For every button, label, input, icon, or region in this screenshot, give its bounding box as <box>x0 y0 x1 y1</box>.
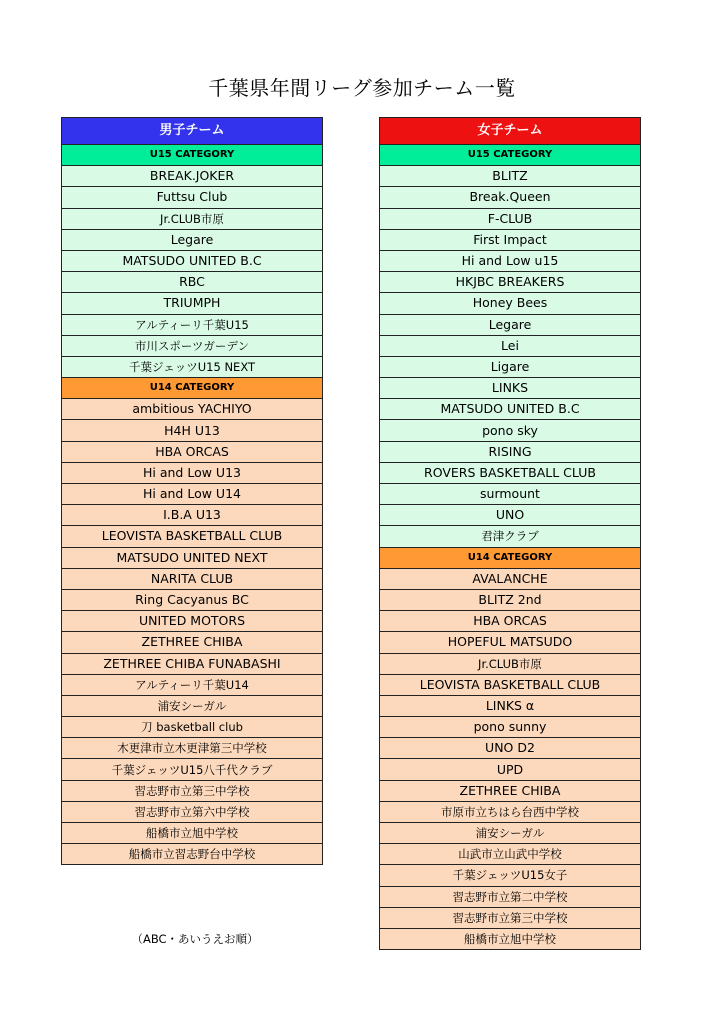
team-name-row <box>62 166 323 187</box>
team-name: Hi and Low U14 <box>62 484 323 505</box>
team-name: 浦安シーガル <box>380 823 641 844</box>
team-name: LINKS <box>380 378 641 399</box>
team-name-row <box>380 505 641 526</box>
boys-team-table <box>61 117 323 865</box>
team-name: LINKS α <box>380 695 641 716</box>
team-name: 船橋市立旭中学校 <box>380 928 641 949</box>
team-name-row <box>62 462 323 483</box>
team-name: 習志野市立第二中学校 <box>380 886 641 907</box>
team-name: 千葉ジェッツU15八千代クラブ <box>62 759 323 780</box>
team-name: Jr.CLUB市原 <box>62 208 323 229</box>
team-name-row <box>380 272 641 293</box>
team-name-row <box>62 717 323 738</box>
team-name: LEOVISTA BASKETBALL CLUB <box>62 526 323 547</box>
team-name-row <box>62 484 323 505</box>
team-name: 浦安シーガル <box>62 695 323 716</box>
team-name-row <box>62 356 323 377</box>
team-name-row <box>62 823 323 844</box>
team-name: Jr.CLUB市原 <box>380 653 641 674</box>
team-name: アルティーリ千葉U15 <box>62 314 323 335</box>
team-name: Hi and Low U13 <box>62 462 323 483</box>
team-name: I.B.A U13 <box>62 505 323 526</box>
team-name-row <box>62 314 323 335</box>
u15-category-label: U15 CATEGORY <box>62 145 323 166</box>
team-name-row <box>380 462 641 483</box>
team-name: ZETHREE CHIBA <box>62 632 323 653</box>
team-name: BREAK.JOKER <box>62 166 323 187</box>
team-name-row <box>62 420 323 441</box>
team-name-row <box>62 653 323 674</box>
team-name-row <box>380 886 641 907</box>
team-name: 習志野市立第三中学校 <box>380 907 641 928</box>
team-name-row <box>380 378 641 399</box>
team-name: Ligare <box>380 356 641 377</box>
team-name: NARITA CLUB <box>62 568 323 589</box>
team-name-row <box>380 484 641 505</box>
team-name: 船橋市立旭中学校 <box>62 823 323 844</box>
team-name: H4H U13 <box>62 420 323 441</box>
team-name-row <box>380 441 641 462</box>
team-name-row <box>380 208 641 229</box>
team-name: ZETHREE CHIBA FUNABASHI <box>62 653 323 674</box>
boys-header-row <box>62 118 323 145</box>
team-name-row <box>62 801 323 822</box>
team-name-row <box>380 187 641 208</box>
team-name: surmount <box>380 484 641 505</box>
team-name-row <box>62 505 323 526</box>
team-name: 山武市立山武中学校 <box>380 844 641 865</box>
team-name-row <box>380 526 641 547</box>
u14-category-label: U14 CATEGORY <box>380 547 641 568</box>
team-name-row <box>380 844 641 865</box>
team-name: HOPEFUL MATSUDO <box>380 632 641 653</box>
team-name-row <box>380 674 641 695</box>
team-name-row <box>62 208 323 229</box>
u15-category-label-row <box>62 145 323 166</box>
team-name: 習志野市立第三中学校 <box>62 780 323 801</box>
team-name-row <box>380 717 641 738</box>
team-name-row <box>62 187 323 208</box>
team-name-row <box>380 865 641 886</box>
team-name-row <box>62 293 323 314</box>
u14-category-label-row <box>380 547 641 568</box>
team-name: HBA ORCAS <box>62 441 323 462</box>
team-name: 君津クラブ <box>380 526 641 547</box>
team-name: 刀 basketball club <box>62 717 323 738</box>
team-name-row <box>380 589 641 610</box>
team-name: Ring Cacyanus BC <box>62 589 323 610</box>
team-name-row <box>62 399 323 420</box>
team-name: LEOVISTA BASKETBALL CLUB <box>380 674 641 695</box>
team-name: 習志野市立第六中学校 <box>62 801 323 822</box>
team-name: UNO D2 <box>380 738 641 759</box>
team-name-row <box>380 907 641 928</box>
team-name-row <box>62 738 323 759</box>
team-name: Hi and Low u15 <box>380 250 641 271</box>
team-name: HKJBC BREAKERS <box>380 272 641 293</box>
team-name-row <box>380 250 641 271</box>
team-name-row <box>62 568 323 589</box>
team-name: ambitious YACHIYO <box>62 399 323 420</box>
team-name: First Impact <box>380 229 641 250</box>
team-name-row <box>380 229 641 250</box>
team-name-row <box>380 314 641 335</box>
team-name-row <box>62 844 323 865</box>
team-name-row <box>380 738 641 759</box>
team-name-row <box>62 272 323 293</box>
girls-header: 女子チーム <box>380 118 641 145</box>
team-name: Legare <box>380 314 641 335</box>
team-name: UPD <box>380 759 641 780</box>
team-name: MATSUDO UNITED B.C <box>62 250 323 271</box>
team-name-row <box>380 632 641 653</box>
team-name: F-CLUB <box>380 208 641 229</box>
team-name: Honey Bees <box>380 293 641 314</box>
team-name-row <box>62 229 323 250</box>
team-name-row <box>380 335 641 356</box>
team-name: UNITED MOTORS <box>62 611 323 632</box>
team-name-row <box>62 335 323 356</box>
girls-team-table <box>379 117 641 950</box>
team-name-row <box>62 589 323 610</box>
team-name-row <box>380 611 641 632</box>
team-name: 千葉ジェッツU15 NEXT <box>62 356 323 377</box>
team-name: ZETHREE CHIBA <box>380 780 641 801</box>
team-name-row <box>380 695 641 716</box>
team-name: Legare <box>62 229 323 250</box>
team-name-row <box>380 293 641 314</box>
girls-header-row <box>380 118 641 145</box>
page-title: 千葉県年間リーグ参加チーム一覧 <box>208 76 516 100</box>
team-name: pono sky <box>380 420 641 441</box>
team-name: pono sunny <box>380 717 641 738</box>
team-name-row <box>380 399 641 420</box>
u15-category-label: U15 CATEGORY <box>380 145 641 166</box>
team-name-row <box>380 166 641 187</box>
team-name-row <box>62 250 323 271</box>
team-name: TRIUMPH <box>62 293 323 314</box>
team-name-row <box>380 801 641 822</box>
team-name-row <box>380 356 641 377</box>
team-name-row <box>62 780 323 801</box>
u15-category-label-row <box>380 145 641 166</box>
team-name-row <box>380 653 641 674</box>
team-name-row <box>62 547 323 568</box>
team-name: RISING <box>380 441 641 462</box>
u14-category-label-row <box>62 378 323 399</box>
team-name-row <box>380 568 641 589</box>
team-name-row <box>62 611 323 632</box>
team-name: アルティーリ千葉U14 <box>62 674 323 695</box>
team-name-row <box>380 759 641 780</box>
team-name: 木更津市立木更津第三中学校 <box>62 738 323 759</box>
team-name-row <box>62 441 323 462</box>
team-name-row <box>62 632 323 653</box>
sort-order-note: （ABC・あいうえお順） <box>131 932 259 946</box>
team-name-row <box>380 928 641 949</box>
team-name: MATSUDO UNITED NEXT <box>62 547 323 568</box>
team-name: BLITZ 2nd <box>380 589 641 610</box>
team-name: 千葉ジェッツU15女子 <box>380 865 641 886</box>
team-name-row <box>62 526 323 547</box>
team-name: ROVERS BASKETBALL CLUB <box>380 462 641 483</box>
team-name: BLITZ <box>380 166 641 187</box>
team-name-row <box>62 759 323 780</box>
team-name: 船橋市立習志野台中学校 <box>62 844 323 865</box>
team-name-row <box>380 823 641 844</box>
team-name: Futtsu Club <box>62 187 323 208</box>
team-name: 市川スポーツガーデン <box>62 335 323 356</box>
team-name: HBA ORCAS <box>380 611 641 632</box>
team-name: Break.Queen <box>380 187 641 208</box>
team-name-row <box>62 674 323 695</box>
boys-header: 男子チーム <box>62 118 323 145</box>
u14-category-label: U14 CATEGORY <box>62 378 323 399</box>
team-name-row <box>380 420 641 441</box>
team-name: UNO <box>380 505 641 526</box>
team-name: RBC <box>62 272 323 293</box>
team-name-row <box>380 780 641 801</box>
team-name: Lei <box>380 335 641 356</box>
team-name: 市原市立ちはら台西中学校 <box>380 801 641 822</box>
team-name-row <box>62 695 323 716</box>
team-name: AVALANCHE <box>380 568 641 589</box>
team-name: MATSUDO UNITED B.C <box>380 399 641 420</box>
